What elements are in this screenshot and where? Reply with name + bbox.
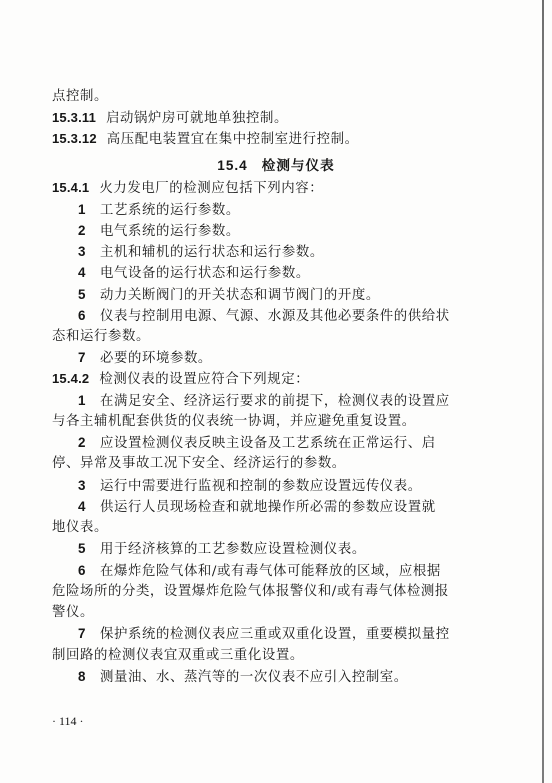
item-number: 7: [78, 626, 87, 641]
item-number: 4: [78, 265, 87, 280]
item-text: 动力关断阀门的开关状态和调节阀门的开度。: [100, 288, 380, 303]
item-text: 必要的环境参数。: [100, 351, 212, 366]
item-number: 6: [78, 563, 87, 578]
list-item-continuation: 危险场所的分类，设置爆炸危险气体报警仪和/或有毒气体检测报: [52, 584, 449, 599]
item-text: 电气设备的运行状态和运行参数。: [100, 266, 310, 281]
clause-text: 高压配电装置宜在集中控制室进行控制。: [106, 132, 359, 147]
item-number: 3: [78, 244, 87, 259]
clause-text: 检测仪表的设置应符合下列规定：: [99, 372, 310, 387]
item-number: 5: [78, 287, 87, 302]
section-heading: [0, 154, 552, 174]
item-text: 仪表与控制用电源、气源、水源及其他必要条件的供给状: [100, 309, 450, 324]
item-number: 2: [78, 435, 87, 450]
item-text: 供运行人员现场检查和就地操作所必需的参数应设置就: [100, 500, 436, 515]
clause-number: 15.3.12: [52, 131, 97, 146]
item-text: 测量油、水、蒸汽等的一次仪表不应引入控制室。: [100, 670, 408, 685]
page-edge-shadow: [542, 0, 544, 783]
item-number: 8: [78, 669, 87, 684]
list-item-continuation: 态和运行参数。: [52, 329, 150, 344]
list-item: [78, 348, 212, 369]
list-item: [78, 624, 450, 645]
list-item-continuation: 警仪。: [52, 605, 94, 620]
clause-number: 15.4.1: [52, 180, 90, 195]
item-number: 1: [78, 202, 87, 217]
clause-15-3-12: [52, 129, 359, 150]
list-item: [78, 667, 408, 688]
item-number: 2: [78, 223, 87, 238]
list-item-continuation: 制回路的检测仪表宜双重或三重化设置。: [52, 648, 304, 663]
list-item: [78, 200, 240, 221]
list-item: [78, 306, 450, 327]
clause-number: 15.4.2: [52, 371, 90, 386]
item-text: 在爆炸危险气体和/或有毒气体可能释放的区域，应根据: [100, 564, 441, 579]
item-text: 电气系统的运行参数。: [100, 224, 240, 239]
clause-15-4-2: [52, 369, 309, 390]
clause-text: 启动锅炉房可就地单独控制。: [106, 111, 288, 126]
item-number: 5: [78, 541, 87, 556]
item-number: 3: [78, 478, 87, 493]
item-text: 应设置检测仪表反映主设备及工艺系统在正常运行、启: [100, 436, 436, 451]
section-number: 15.4: [217, 158, 248, 173]
section-title: 检测与仪表: [261, 158, 335, 174]
item-text: 在满足安全、经济运行要求的前提下，检测仪表的设置应: [100, 394, 450, 409]
item-text: 主机和辅机的运行状态和运行参数。: [100, 245, 324, 260]
list-item-continuation: 地仪表。: [52, 520, 108, 535]
clause-15-3-11: [52, 108, 288, 129]
list-item: [78, 285, 380, 306]
clause-15-4-1: [52, 178, 323, 199]
page-number: · 114 ·: [52, 714, 84, 728]
list-item: [78, 433, 436, 454]
list-item: [78, 539, 366, 560]
list-item: [78, 561, 441, 582]
clause-number: 15.3.11: [52, 110, 97, 125]
item-text: 工艺系统的运行参数。: [100, 203, 240, 218]
list-item: [78, 263, 310, 284]
item-text: 保护系统的检测仪表应三重或双重化设置，重要模拟量控: [100, 627, 450, 642]
item-text: 运行中需要进行监视和控制的参数应设置远传仪表。: [100, 479, 422, 494]
list-item: [78, 221, 240, 242]
list-item: [78, 242, 324, 263]
clause-text: 火力发电厂的检测应包括下列内容：: [99, 181, 324, 196]
continuation-text: 点控制。: [52, 89, 108, 104]
item-number: 6: [78, 308, 87, 323]
list-item: [78, 476, 422, 497]
item-text: 用于经济核算的工艺参数应设置检测仪表。: [100, 542, 366, 557]
item-number: 4: [78, 499, 87, 514]
list-item: [78, 391, 450, 412]
item-number: 7: [78, 350, 87, 365]
item-number: 1: [78, 393, 87, 408]
list-item: [78, 497, 436, 518]
list-item-continuation: 停、异常及事故工况下安全、经济运行的参数。: [52, 456, 346, 471]
list-item-continuation: 与各主辅机配套供货的仪表统一协调，并应避免重复设置。: [52, 414, 416, 429]
